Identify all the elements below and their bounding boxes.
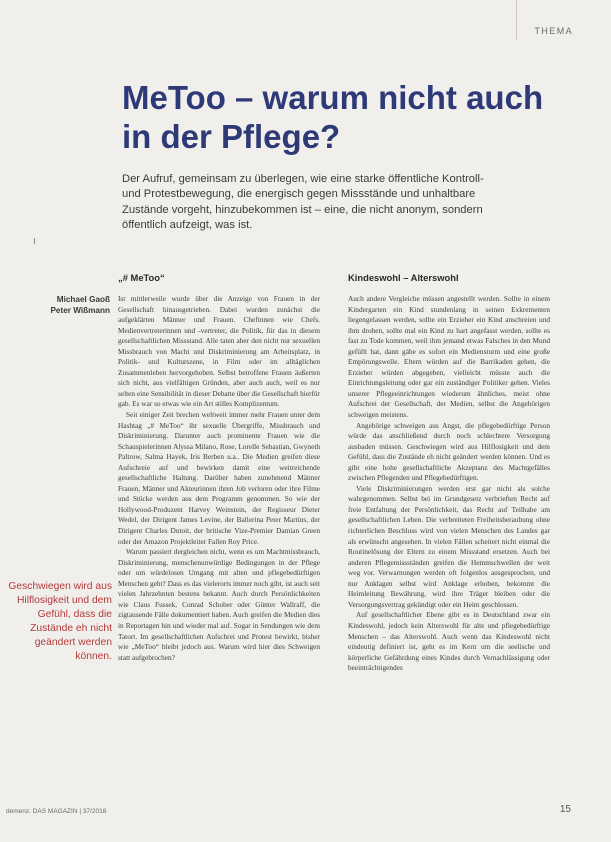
paragraph: Seit einiger Zeit brechen weltweit immer mehr Frauen unter dem Hashtag „# MeToo“ ihr sexuelle Übergriffe, Missbrauch und Diskriminierung. Darunter auch prominente Frauen wie die Schauspielerinnen Alyssa Milano, Rose, Lorelle Sebastian, Gwyneth Paltrow, Salma Hayek, Iris Berben u.a.. Die Medien greifen diese Aufschreie auf und bewirken damit eine weitreichende gesellschaftliche Haltung. Darüber haben zunehmend Männer Frauen, Männer und Akteurinnen ihren Job verloren oder ihre Filme und Stücke werden aus dem Programm genommen. So wie der Hollywood-Produzent Harvey Weinstein, der Regisseur Dieter Wedel, der Dirigent James Levine, der Ballerina Peter Martins, der Dirigent Charles Dutoit, der britische Vize-Premier Damian Green oder der Amazon Projektleiter Fallen Roy Price. [118,410,320,546]
article-title: MeToo – warum nicht auch in der Pflege? [122,79,544,155]
column-heading: „# MeToo“ [118,272,165,283]
paragraph: Auch andere Vergleiche müssen angestellt werden. Sollte in einem Kindergarten ein Kind stundenlang in seinen Exkrementen liegengelassen werden, sollte ein Erzieher ein Kind anschreien und ihm drohen, sollte mal ein Kind zu hart angefasst werden, sollte es fast zu Tode kommen, weil ihm jemand etwas Falsches in den Mund gefüllt hat, dann gäbe es sofort ein Mediensturm und eine große Empörungswelle. Eltern würden auf die Barrikaden gehen, die Erzieher würden abgegeben, vielleicht müsste auch die Einrichtungsleitung oder gar ein zuständiger Politiker gehen. Vieles unserer Pflegeeinrichtungen wiederum ähnliches, meist ohne Aufschrei der Gesellschaft, der Medien, selbst die Angehörigen schweigen meistens. [348,294,550,420]
paragraph: Angehörige schweigen aus Angst, die pflegebedürftige Person würde das anschließend durch noch schlechtere Versorgung ausbaden müssen. Geschwiegen wird aus Hilflosigkeit und dem Gefühl, dass die Zustände eh nicht geändert werden können. Und es gibt eine hohe gesellschaftliche Akzeptanz des Machtgefälles zwischen Pflegenden und Pflegebedürftigen. [348,420,550,483]
paragraph: Viele Diskriminierungen werden erst gar nicht als solche wahrgenommen. Selbst bei im Grundgesetz verbrieften Recht auf freie Entfaltung der Persönlichkeit, das Recht auf Teilhabe am gesellschaftlichen Leben. Die verbreiteten Freiheitsberaubung ohne richterlichen Beschluss wird von vielen Menschen des Landes gar als erwünscht angesehen. In vielen Fällen scheitert nicht einmal die Routinelösung der Eltern zu einem Missstand ersetzen. Auch bei anderen Pflegemissständen greifen die Hemmschwellen der weit weg vor. Verwarnungen werden oft folgenlos ausgesprochen, und nur Anklagen selbst wird Anklage erhoben, bekommt die Heimleitung Bewährung, wird ihre Träger bleiben oder die Versorgungsvertrag gekündigt oder ein Heim geschlossen. [348,483,550,609]
top-divider [516,0,517,40]
paragraph: Auf gesellschaftlicher Ebene gibt es in Deutschland zwar ein Kindeswohl, jedoch kein Alterswohl für alte und pflegebedürftige Menschen – das Alterswohl. Auch wenn das Kindeswohl nicht eindeutig definiert ist, geht es im Kern um die seelische und körperliche Gefährdung eines Kindes durch Vernachlässigung oder beeinträchtigendes [348,610,550,673]
column-heading: Kindeswohl – Alterswohl [348,272,459,283]
author-name: Peter Wißmann [50,306,110,315]
authors [30,294,110,316]
author-name: Michael Gaoß [56,295,110,304]
publication-footer: demenz. DAS MAGAZIN | 37/2018 [6,808,107,815]
paragraph: Ist mittlerweile wurde über die Anzeige von Frauen in der Gesellschaft hinausgetrieben. Dabei wurden zunächst die aufgeklärten Männer und Frauen. Chefinnen wie Chefs. Medienvertreterinnen und -vertreter, die Politik, für das in diesem gesellschaftlichen Missstand. Alle taten aber den nicht nur sexuellen Missbrauch von Macht und Diskriminierung am Arbeitsplatz, in Politik- und Kulturszene, in Film oder im alltäglichen Zusammenleben hervorgehoben. Selbst betroffene Frauen äußerten sich nicht, aus vielfältigen Gründen, aber auch auch, weil es nur selten eine Sensibilität in dieser Debatte über die Gesellschaft hierfür gab. Es war so etwas wie ein Art stilles Komplizentum. [118,294,321,409]
paragraph: Warum passiert dergleichen nicht, wenn es um Machtmissbrauch, Diskriminierung, menschenunwürdige Bedingungen in der Pflege oder um würdelosen Umgang mit alten und pflegebedürftigen Menschen geht? Dass es das vielerorts immer noch gibt, ist auch seit vielen Jahrzehnten bestens bekannt. Auch durch Persönlichkeiten wie Claus Fussek, Conrad Schober oder Günter Wallraff, die zigtausende Fälle dokumentiert haben. Auch greifen die Medien dies in Reportagen hin und wieder mal auf. Sogar in Sendungen wie dem Tatort. Im gesellschaftlichen Aufschrei und Protest bewirkt, bisher wie „MeToo“ bleibt jedoch aus. Warum wird hier dies Schweigen statt aufgebrochen? [118,547,320,662]
left-column [118,272,320,663]
margin-mark [34,238,35,244]
article-lead: Der Aufruf, gemeinsam zu überlegen, wie eine starke öffentliche Kontroll- und Protestbewegung, die energisch gegen Missstände und unhaltbare Zustände vorgeht, hinzubekommen ist – eine, die nicht anonym, sondern öffentlich aufzeigt, was ist. [122,173,484,232]
page-number: 15 [559,804,571,815]
section-label: THEMA [534,26,573,36]
pull-quote: Geschwiegen wird aus Hilflosigkeit und dem Gefühl, dass die Zustände eh nicht geändert werden können. [8,581,112,662]
right-column [348,272,550,674]
